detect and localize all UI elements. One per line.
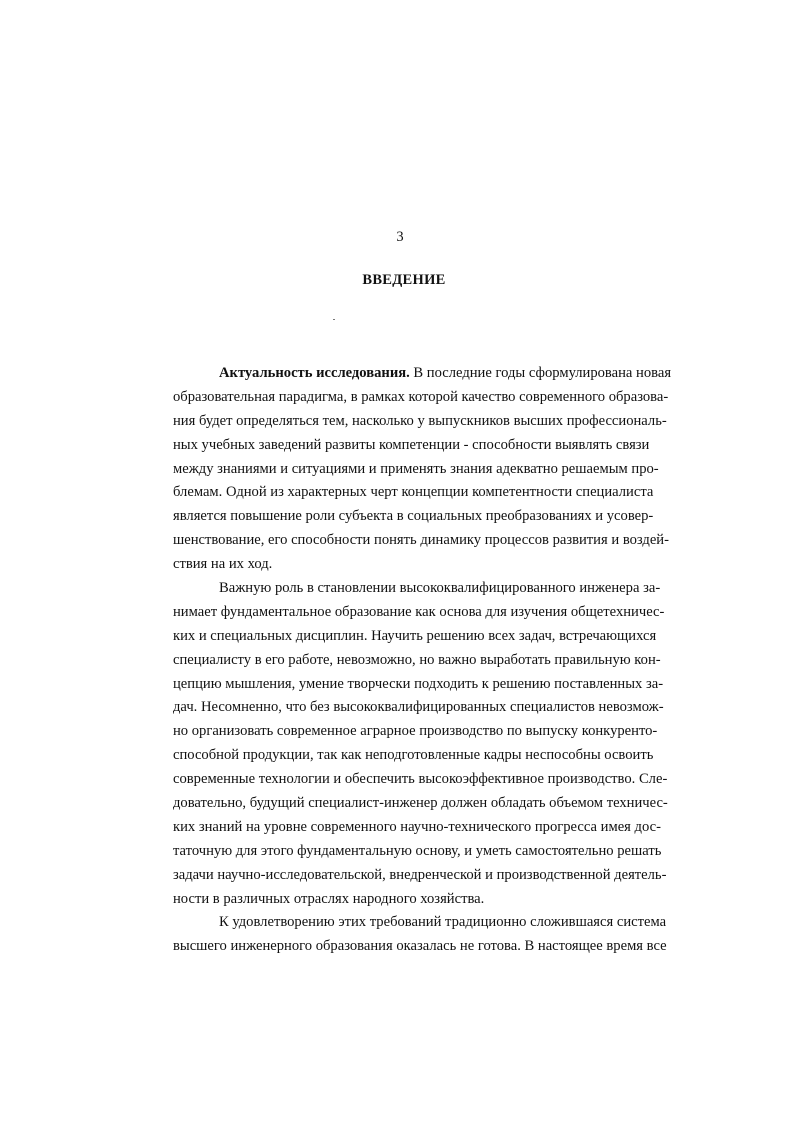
page-number: 3 [396, 229, 404, 245]
paragraph-line: шенствование, его способности понять динамику процессов развития и воздей- [173, 532, 669, 549]
lead-phrase: Актуальность исследования. [219, 365, 410, 381]
paragraph-line: ности в различных отраслях народного хозяйства. [173, 890, 485, 907]
paragraph-line: высшего инженерного образования оказалась не готова. В настоящее время все [173, 938, 667, 955]
paragraph-line: ных учебных заведений развиты компетенции - способности выявлять связи [173, 436, 650, 453]
paragraph-line: способной продукции, так как неподготовленные кадры неспособны освоить [173, 747, 654, 764]
paragraph-line: цепцию мышления, умение творчески подходить к решению поставленных за- [173, 675, 664, 692]
paragraph-line: Важную роль в становлении высококвалифицированного инженера за- [219, 580, 661, 597]
paragraph-line: таточную для этого фундаментальную основу, и уметь самостоятельно решать [173, 842, 662, 859]
paragraph-line: задачи научно-исследовательской, внедренческой и производственной деятель- [173, 866, 667, 883]
section-heading: ВВЕДЕНИЕ [362, 272, 446, 288]
body-text [173, 362, 672, 959]
paragraph-line: ких и специальных дисциплин. Научить решению всех задач, встречающихся [173, 627, 657, 644]
paragraph-line: но организовать современное аграрное производство по выпуску конкуренто- [173, 723, 658, 740]
paragraph-line: нимает фундаментальное образование как основа для изучения общетехничес- [173, 603, 665, 620]
paragraph-line: К удовлетворению этих требований традиционно сложившаяся система [219, 914, 667, 931]
paragraph-line: дач. Несомненно, что без высококвалифицированных специалистов невозмож- [173, 699, 664, 716]
scan-speck [333, 319, 335, 320]
paragraph-line: специалисту в его работе, невозможно, но важно выработать правильную кон- [173, 651, 661, 668]
paragraph-line: современные технологии и обеспечить высокоэффективное производство. Сле- [173, 771, 668, 788]
paragraph-line: ких знаний на уровне современного научно-технического прогресса имея дос- [173, 818, 661, 835]
paragraph-line: ния будет определяться тем, насколько у выпускников высших профессиональ- [173, 412, 667, 429]
paragraph-line: довательно, будущий специалист-инженер должен обладать объемом техничес- [173, 795, 668, 812]
paragraph-line: является повышение роли субъекта в социальных преобразованиях и усовер- [173, 508, 654, 525]
paragraph-line: образовательная парадигма, в рамках которой качество современного образова- [173, 388, 669, 405]
paragraph-line: между знаниями и ситуациями и применять знания адекватно решаемым про- [173, 460, 659, 477]
paragraph-line: Актуальность исследования. В последние годы сформулирована новая [219, 365, 672, 381]
paragraph-line: ствия на их ход. [173, 556, 273, 573]
paragraph-line: блемам. Одной из характерных черт концепции компетентности специалиста [173, 484, 654, 501]
